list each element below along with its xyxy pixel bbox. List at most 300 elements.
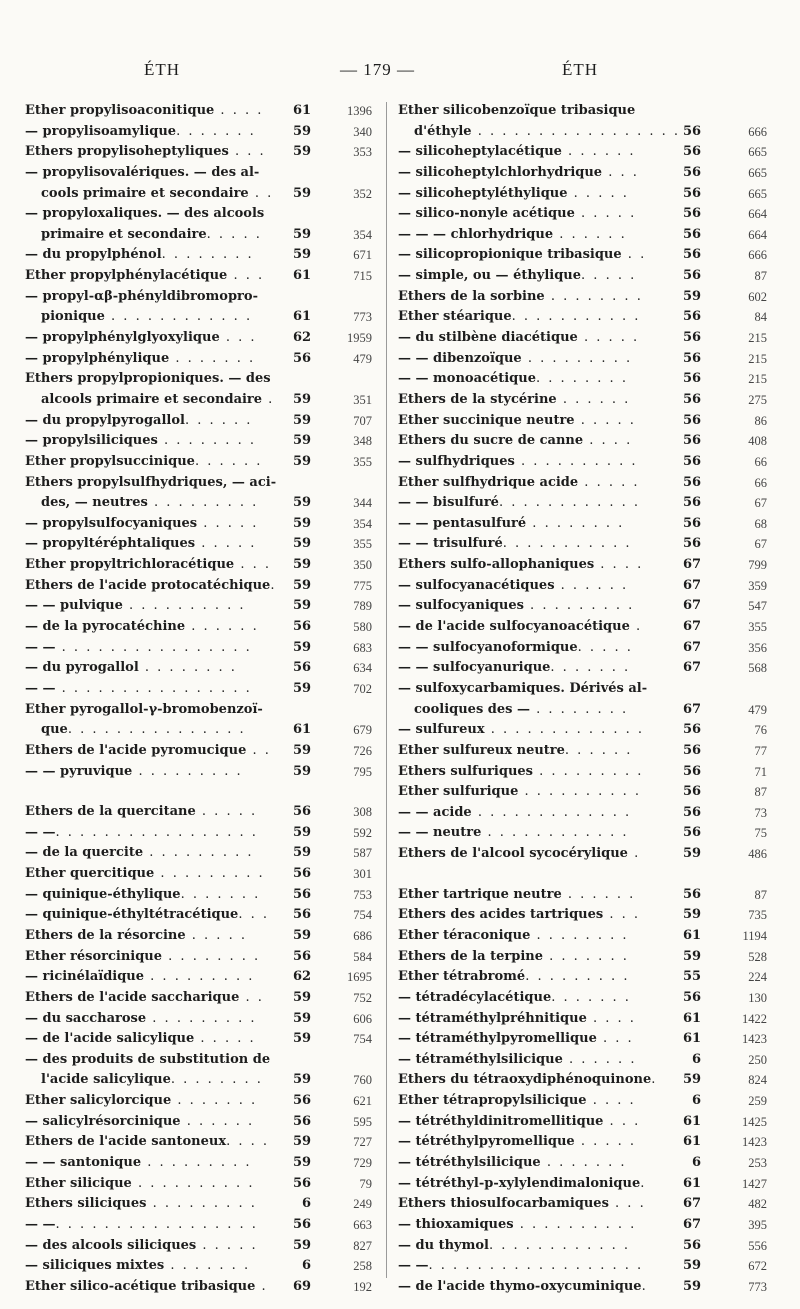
entry-label: — — trisulfuré [398, 536, 503, 552]
entry-text [41, 720, 246, 741]
index-entry [25, 390, 377, 411]
entry-label: — propylsulfocyaniques [25, 515, 198, 531]
entry-text [25, 349, 255, 370]
entry-text [398, 741, 632, 762]
index-entry [25, 122, 377, 143]
index-entry [398, 452, 766, 473]
entry-page: 754 [353, 1032, 372, 1047]
entry-volume: 56 [683, 825, 702, 841]
entry-volume: 59 [683, 948, 702, 964]
leader-dots: . . . [603, 907, 641, 923]
entry-volume: 55 [683, 969, 702, 985]
leader-dots: . . . [227, 268, 265, 284]
entry-label: Ether sulfhydrique acide [398, 474, 579, 490]
index-entry [25, 802, 377, 823]
leader-dots: . [629, 619, 643, 635]
entry-label: — du pyrogallol [25, 660, 139, 676]
leader-dots: . . . . . . . . . [154, 866, 265, 882]
entry-text [25, 1215, 258, 1236]
entry-label: Ethers de l'acide protocatéchique [25, 577, 271, 593]
entry-page: 353 [353, 145, 372, 160]
index-entry [25, 1070, 377, 1091]
leader-dots: . . . . . . . . . . [518, 784, 642, 800]
entry-label: primaire et secondaire [41, 226, 207, 242]
entry-label: — du propylphénol [25, 247, 162, 263]
entry-label: — — [25, 1216, 56, 1232]
entry-label: — — neutre [398, 825, 482, 841]
entry-text [25, 967, 254, 988]
entry-volume: 56 [683, 144, 702, 160]
entry-volume: 56 [293, 350, 312, 366]
entry-text [398, 163, 639, 184]
index-entry [398, 184, 766, 205]
index-entry [398, 988, 766, 1009]
entry-volume: 59 [293, 433, 312, 449]
entry-volume: 59 [293, 845, 312, 861]
entry-text [398, 1153, 627, 1174]
index-entry [398, 431, 766, 452]
index-entry [25, 885, 377, 906]
entry-text [25, 679, 252, 700]
leader-dots: . . . [603, 1113, 641, 1129]
entry-label: Ether silicobenzoïque tribasique [398, 103, 636, 118]
index-entry [398, 576, 766, 597]
entry-text [398, 390, 630, 411]
entry-label: Ether sulfureux neutre [398, 742, 565, 758]
entry-text [398, 1215, 636, 1236]
entry-page: 735 [748, 908, 767, 923]
entry-label: Ethers du sucre de canne [398, 433, 584, 449]
index-entry [398, 823, 766, 844]
entry-text [398, 947, 629, 968]
entry-text [25, 431, 256, 452]
entry-page: 666 [748, 124, 767, 139]
entry-text [25, 926, 247, 947]
index-entry [398, 1091, 766, 1112]
entry-text [25, 163, 259, 184]
leader-dots: . . . . . . . . . [144, 969, 255, 985]
entry-page: 344 [353, 496, 372, 511]
entry-label: Ether quercitique [25, 866, 155, 882]
entry-page: 87 [754, 785, 767, 800]
entry-page: 621 [353, 1094, 372, 1109]
index-entry [398, 493, 766, 514]
leader-dots: . [270, 577, 277, 593]
entry-page: 606 [353, 1011, 372, 1026]
entry-volume: 56 [683, 804, 702, 820]
entry-page: 215 [748, 331, 767, 346]
entry-text [398, 431, 632, 452]
index-entry [25, 741, 377, 762]
entry-label: Ether propylsuccinique [25, 453, 195, 469]
entry-text [25, 617, 259, 638]
entry-label: Ethers de la stycérine [398, 391, 557, 407]
entry-text [398, 184, 629, 205]
entry-volume: 56 [293, 1113, 312, 1129]
leader-dots: . . . . . . [185, 619, 259, 635]
index-entry [25, 1236, 377, 1257]
leader-dots: . . . . . . . . . . . . . . . . . . [428, 1258, 644, 1274]
leader-dots: . . [248, 185, 274, 201]
leader-dots: . . . . . . . . [162, 948, 261, 964]
entry-text [25, 122, 256, 143]
entry-text [25, 1091, 257, 1112]
index-entry [25, 762, 377, 783]
entry-text [25, 864, 265, 885]
index-entry [398, 328, 766, 349]
leader-dots: . . . . . . . [550, 660, 631, 676]
index-entry [25, 142, 377, 163]
entry-label: — silico-nonyle acétique [398, 206, 575, 222]
entry-volume: 56 [683, 722, 702, 738]
entry-text [41, 390, 274, 411]
entry-text [398, 596, 634, 617]
entry-label: — propyl-αβ-phényldibromopro- [25, 288, 258, 304]
entry-label: Ether tartrique neutre [398, 886, 562, 902]
index-entry [398, 122, 766, 143]
index-entry [398, 638, 766, 659]
entry-page: 79 [359, 1176, 372, 1191]
leader-dots: . . . . . [195, 804, 258, 820]
entry-text [398, 658, 630, 679]
index-entry [398, 1174, 766, 1195]
entry-label: Ethers de l'acide santoneux [25, 1134, 227, 1150]
entry-label: — — pyruvique [25, 763, 133, 779]
entry-page: 355 [353, 537, 372, 552]
entry-page: 528 [748, 949, 767, 964]
entry-volume: 59 [293, 123, 312, 139]
entry-label: Ethers sulfuriques [398, 763, 534, 779]
entry-text [398, 307, 640, 328]
header-right: ÉTH [562, 60, 599, 79]
entry-label: — — pulvique [25, 598, 123, 614]
index-entry [398, 307, 766, 328]
leader-dots: . . . . . . . . . [146, 1196, 257, 1212]
index-entry [398, 163, 766, 184]
leader-dots: . . . . . [194, 1031, 256, 1047]
entry-text [398, 1174, 646, 1195]
leader-dots: . . . . . [567, 185, 629, 201]
index-entry [25, 452, 377, 473]
entry-text [25, 369, 271, 390]
entry-label: — tétradécylacétique [398, 989, 552, 1005]
entry-page: 215 [748, 372, 767, 387]
leader-dots: . [262, 391, 275, 407]
entry-volume: 56 [683, 412, 702, 428]
index-entry [25, 596, 377, 617]
index-entry [25, 349, 377, 370]
entry-text [398, 369, 628, 390]
entry-label: Ether tétrabromé [398, 969, 526, 985]
entry-volume: 56 [293, 1093, 312, 1109]
entry-label: — — [25, 680, 56, 696]
index-entry [398, 741, 766, 762]
entry-volume: 61 [683, 1134, 702, 1150]
leader-dots: . . . . . . . [176, 123, 256, 139]
entry-page: 356 [748, 640, 767, 655]
entry-text [398, 720, 644, 741]
entry-text [398, 349, 632, 370]
index-entry [398, 1112, 766, 1133]
entry-volume: 56 [683, 495, 702, 511]
entry-text [41, 493, 258, 514]
index-entry [25, 163, 377, 184]
entry-text [25, 555, 271, 576]
entry-label: Ether propylisoaconitique [25, 103, 215, 118]
leader-dots: . . . . . . . . . [132, 763, 243, 779]
entry-page: 773 [748, 1279, 767, 1294]
index-entry [398, 287, 766, 308]
entry-page: 1194 [742, 928, 767, 943]
leader-dots: . . . . . . . [542, 948, 629, 964]
running-header [0, 60, 800, 84]
index-entry [25, 1050, 377, 1071]
entry-label: — tétréthyldinitromellitique [398, 1113, 604, 1129]
entry-text [25, 658, 237, 679]
entry-label: — propyltéréphtaliques [25, 536, 196, 552]
entry-volume: 56 [293, 1175, 312, 1191]
entry-volume: 56 [683, 536, 702, 552]
entry-label: — silicoheptylchlorhydrique [398, 164, 603, 180]
index-entry [25, 1174, 377, 1195]
entry-page: 67 [754, 496, 767, 511]
entry-volume: 59 [293, 247, 312, 263]
entry-volume: 67 [683, 1196, 702, 1212]
index-entry [398, 700, 766, 721]
entry-volume: 61 [683, 1113, 702, 1129]
index-entry [398, 266, 766, 287]
entry-label: — tétraméthylsilicique [398, 1051, 563, 1067]
index-entry [25, 843, 377, 864]
entry-volume: 59 [293, 598, 312, 614]
entry-text [25, 452, 262, 473]
leader-dots: . . . . . . . . . . [131, 1175, 255, 1191]
entry-page: 775 [353, 578, 372, 593]
entry-label: — salicylrésorcinique [25, 1113, 181, 1129]
entry-page: 634 [353, 661, 372, 676]
entry-volume: 56 [683, 453, 702, 469]
index-entry [25, 905, 377, 926]
entry-text [25, 411, 252, 432]
index-entry [398, 803, 766, 824]
leader-dots: . . . . . . . [551, 989, 631, 1005]
leader-dots: . . . . . . [564, 742, 633, 758]
entry-text [41, 225, 262, 246]
leader-dots: . . . . . . . . [530, 701, 629, 717]
index-entry [398, 926, 766, 947]
leader-dots: . . . . . . [553, 226, 627, 242]
index-entry [25, 307, 377, 328]
entry-label: Ethers propylsulfhydriques, — aci- [25, 474, 277, 490]
entry-text [398, 493, 640, 514]
entry-volume: 59 [293, 557, 312, 573]
entry-volume: 59 [293, 453, 312, 469]
entry-text [398, 803, 631, 824]
entry-volume: 59 [293, 639, 312, 655]
index-entry [25, 493, 377, 514]
leader-dots: . . . . . . . . [535, 371, 628, 387]
index-entry [398, 658, 766, 679]
entry-label: Ethers de la résorcine [25, 927, 186, 943]
leader-dots: . . . . . . . . [526, 515, 625, 531]
leader-dots: . . . [234, 557, 271, 573]
entry-volume: 6 [301, 1258, 311, 1274]
header-left: ÉTH [144, 60, 181, 79]
entry-text [25, 1009, 257, 1030]
index-entry [398, 905, 766, 926]
entry-label: — sulfureux [398, 722, 485, 738]
index-entry [25, 266, 377, 287]
entry-page: 753 [353, 887, 372, 902]
leader-dots: . . . . . . [561, 886, 636, 902]
entry-page: 827 [353, 1238, 372, 1253]
entry-page: 666 [748, 248, 767, 263]
entry-label: — — [25, 824, 56, 840]
entry-volume: 59 [683, 907, 702, 923]
entry-text [25, 1153, 252, 1174]
entry-volume: 59 [293, 577, 312, 593]
entry-page: 87 [754, 887, 767, 902]
entry-volume: 59 [293, 1031, 312, 1047]
entry-volume: 69 [293, 1278, 312, 1294]
leader-dots: . . . . . . . . . [533, 763, 644, 779]
entry-volume: 67 [683, 557, 702, 573]
entry-text [398, 1256, 643, 1277]
entry-volume: 56 [293, 886, 312, 902]
entry-text [398, 287, 643, 308]
entry-page: 258 [353, 1259, 372, 1274]
index-entry [398, 1256, 766, 1277]
leader-dots: . . . . [586, 1093, 636, 1109]
entry-volume: 59 [293, 185, 312, 201]
leader-dots: . . . . [586, 1010, 636, 1026]
index-entry [25, 617, 377, 638]
entry-volume: 62 [293, 330, 312, 346]
index-entry [25, 431, 377, 452]
entry-volume: 56 [683, 784, 702, 800]
entry-text [25, 245, 254, 266]
entry-volume: 56 [293, 866, 312, 882]
entry-page: 664 [748, 207, 767, 222]
index-entry [25, 1009, 377, 1030]
entry-text [398, 473, 640, 494]
index-entry [398, 1153, 766, 1174]
leader-dots: . . . . . . . . . [141, 1155, 252, 1171]
entry-page: 729 [353, 1156, 372, 1171]
entry-label: Ether tétrapropylsilicique [398, 1093, 587, 1109]
entry-label: — — [25, 639, 56, 655]
entry-volume: 61 [683, 1031, 702, 1047]
index-entry [398, 967, 766, 988]
leader-dots: . . . . . . . . [157, 433, 256, 449]
index-entry [398, 844, 766, 865]
entry-volume: 59 [293, 144, 312, 160]
entry-volume: 61 [683, 1175, 702, 1191]
column-divider [386, 102, 387, 1278]
index-entry [25, 473, 377, 494]
index-entry [398, 762, 766, 783]
entry-text [398, 1050, 636, 1071]
entry-label: cools primaire et secondaire [41, 185, 249, 201]
index-entry [398, 514, 766, 535]
entry-page: 259 [748, 1094, 767, 1109]
entry-page: 351 [353, 392, 372, 407]
entry-volume: 56 [683, 515, 702, 531]
entry-label: Ether silicique [25, 1175, 132, 1191]
entry-text [25, 1174, 254, 1195]
entry-page: 77 [754, 743, 767, 758]
entry-label: — propylsiliciques [25, 433, 158, 449]
entry-page: 795 [353, 764, 372, 779]
entry-label: — sulfocyaniques [398, 598, 524, 614]
entry-volume: 6 [691, 1051, 701, 1067]
entry-volume: 56 [683, 742, 702, 758]
entry-text [25, 947, 260, 968]
entry-text [398, 967, 629, 988]
leader-dots: . . . . . . . . [544, 288, 643, 304]
entry-label: Ether salicylorcique [25, 1093, 172, 1109]
leader-dots: . . . . . [185, 927, 247, 943]
entry-page: 308 [353, 805, 372, 820]
leader-dots: . . . . . . . . . [146, 1010, 257, 1026]
entry-label: — du thymol [398, 1237, 489, 1253]
entry-page: 301 [353, 867, 372, 882]
section-gap [25, 782, 377, 802]
entry-volume: 59 [683, 288, 702, 304]
entry-label: Ether résorcinique [25, 948, 163, 964]
index-entry [398, 596, 766, 617]
index-entry [25, 1029, 377, 1050]
leader-dots: . . . . . [578, 474, 640, 490]
index-entry [25, 1256, 377, 1277]
right-column [398, 101, 766, 1298]
entry-label: — du stilbène diacétique [398, 330, 578, 346]
entry-page: 754 [353, 908, 372, 923]
entry-text [25, 514, 258, 535]
entry-label: — tétraméthylpyromellique [398, 1031, 597, 1047]
entry-volume: 56 [683, 391, 702, 407]
entry-label: Ethers propylisoheptyliques [25, 144, 229, 160]
entry-label: — — sulfocyanurique [398, 660, 551, 676]
entry-text [398, 617, 642, 638]
entry-label: Ethers des acides tartriques [398, 907, 604, 923]
entry-text [25, 905, 269, 926]
leader-dots: . . . . . . . . . . . . . . . [67, 722, 246, 738]
entry-text [398, 1236, 630, 1257]
index-entry [25, 1091, 377, 1112]
entry-text [398, 204, 636, 225]
index-entry [398, 617, 766, 638]
entry-text [398, 266, 636, 287]
entry-text [398, 1194, 646, 1215]
leader-dots: . . . . . . . . . . [122, 598, 246, 614]
leader-dots: . . . . [594, 557, 644, 573]
entry-text [25, 802, 257, 823]
entry-label: Ethers siliciques [25, 1196, 147, 1212]
entry-label: — — [398, 1258, 429, 1274]
entry-volume: 56 [683, 206, 702, 222]
entry-volume: 56 [683, 433, 702, 449]
entry-page: 664 [748, 227, 767, 242]
entry-page: 1422 [742, 1011, 767, 1026]
leader-dots: . . . [228, 144, 266, 160]
index-entry [25, 101, 377, 122]
leader-dots: . . . . . [197, 515, 259, 531]
leader-dots: . . . [596, 1031, 634, 1047]
leader-dots: . . . [219, 330, 257, 346]
entry-text [25, 823, 258, 844]
leader-dots: . . . . . . . . [161, 247, 254, 263]
